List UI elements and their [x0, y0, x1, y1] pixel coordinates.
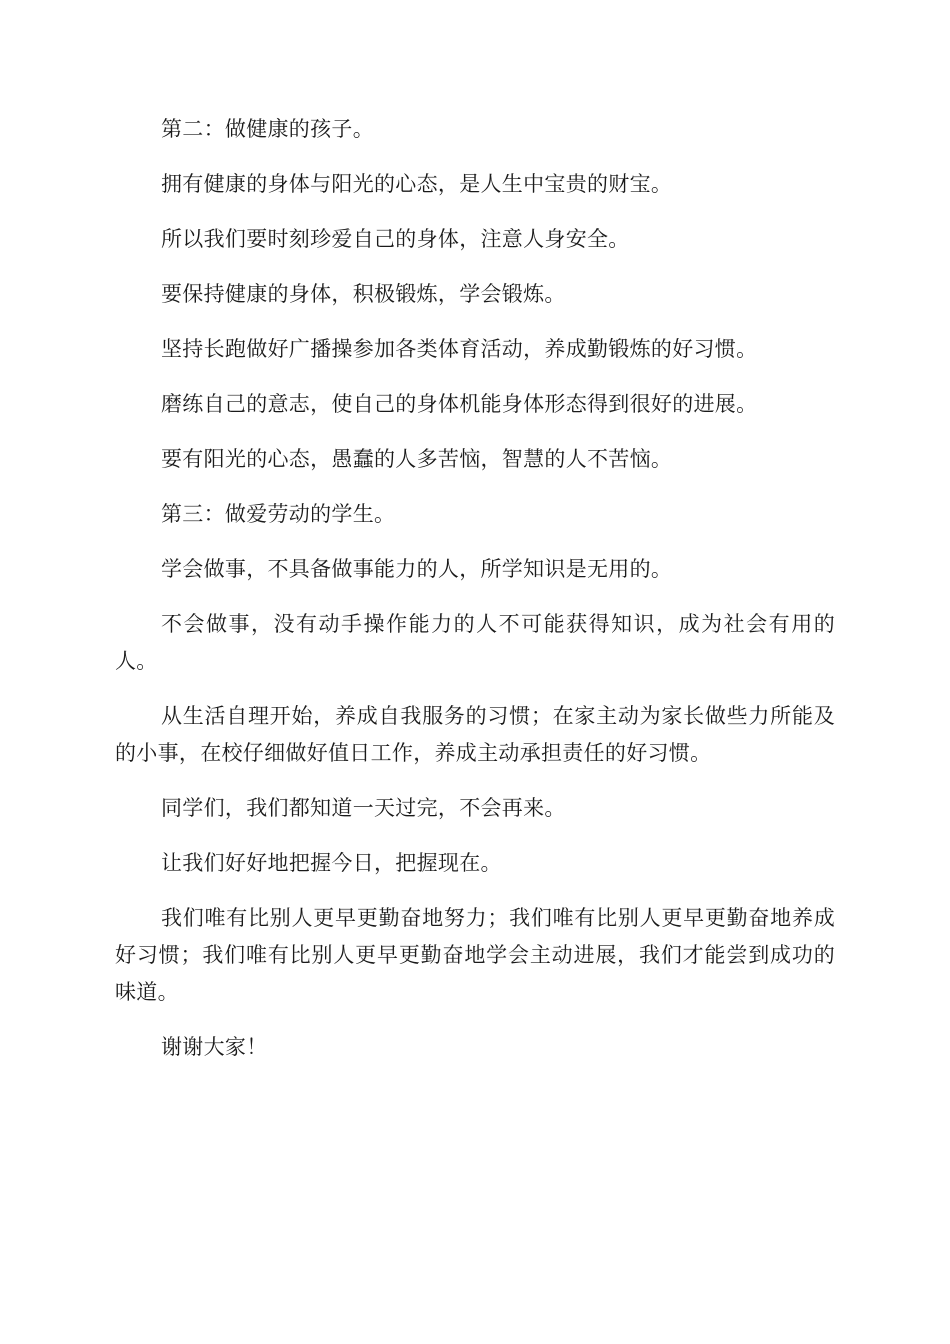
- section-heading-labor: 第三：做爱劳动的学生。: [161, 502, 396, 526]
- paragraph: 拥有健康的身体与阳光的心态，是人生中宝贵的财宝。: [161, 172, 673, 196]
- section-heading-health: 第二：做健康的孩子。: [161, 117, 374, 141]
- paragraph: 学会做事，不具备做事能力的人，所学知识是无用的。: [161, 557, 673, 581]
- paragraph: 所以我们要时刻珍爱自己的身体，注意人身安全。: [161, 227, 630, 251]
- paragraph: 我们唯有比别人更早更勤奋地努力；我们唯有比别人更早更勤奋地养成好习惯；我们唯有比别人更早更勤奋地学会主动进展，我们才能尝到成功的味道。: [115, 906, 835, 1004]
- paragraph: 从生活自理开始，养成自我服务的习惯；在家主动为家长做些力所能及的小事，在校仔细做好值日工作，养成主动承担责任的好习惯。: [115, 704, 835, 765]
- paragraph: 要保持健康的身体，积极锻炼，学会锻炼。: [161, 282, 566, 306]
- paragraph: 同学们，我们都知道一天过完，不会再来。: [161, 796, 566, 820]
- closing-thanks: 谢谢大家！: [161, 1035, 268, 1059]
- paragraph: 要有阳光的心态，愚蠢的人多苦恼，智慧的人不苦恼。: [161, 447, 673, 471]
- paragraph: 磨练自己的意志，使自己的身体机能身体形态得到很好的进展。: [161, 392, 758, 416]
- document-body: [115, 111, 835, 1084]
- paragraph: 让我们好好地把握今日，把握现在。: [161, 851, 502, 875]
- paragraph: 不会做事，没有动手操作能力的人不可能获得知识，成为社会有用的人。: [115, 612, 835, 673]
- paragraph: 坚持长跑做好广播操参加各类体育活动，养成勤锻炼的好习惯。: [161, 337, 758, 361]
